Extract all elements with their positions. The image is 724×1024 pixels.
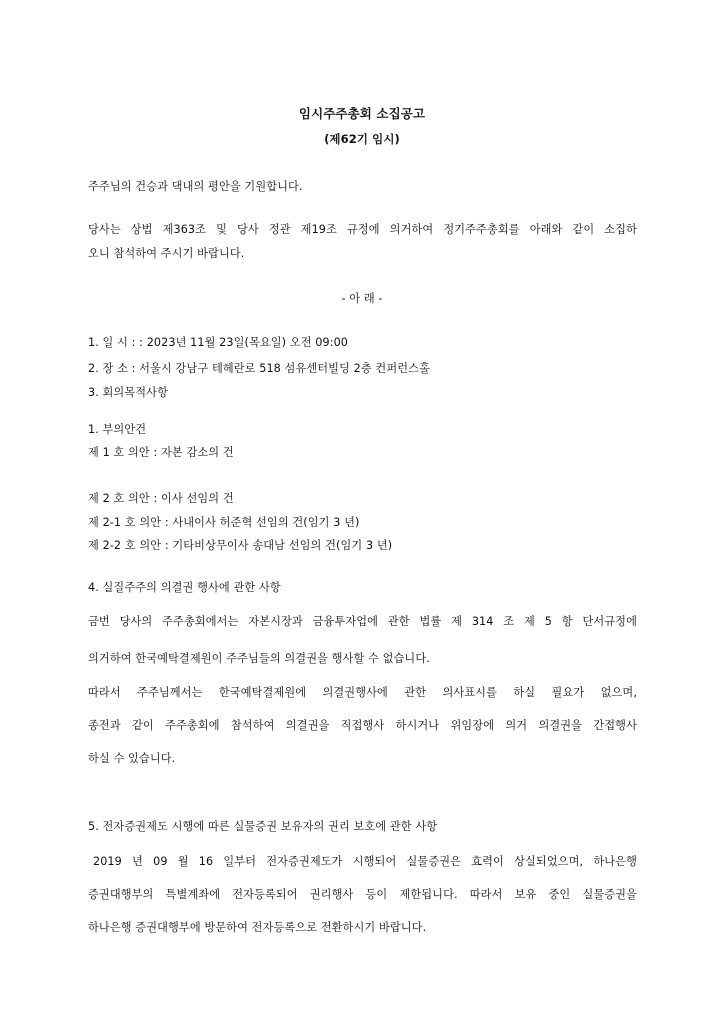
section-4-line-5: 하실 수 있습니다. <box>88 752 176 765</box>
section-4-line-4: 종전과 같이 주주총회에 참석하여 의결권을 직접행사 하시거나 위임장에 의거 의결권을 간접행사 <box>88 719 637 732</box>
item-purpose: 3. 회의목적사항 <box>88 386 168 399</box>
agenda-item-2-2: 제 2-2 호 의안 : 기타비상무이사 송대남 선임의 건(임기 3 년) <box>88 539 393 552</box>
agenda-heading: 1. 부의안건 <box>88 423 147 436</box>
agenda-item-2-1: 제 2-1 호 의안 : 사내이사 허준혁 선임의 건(임기 3 년) <box>88 516 360 529</box>
section-4-title: 4. 실질주주의 의결권 행사에 관한 사항 <box>88 581 281 594</box>
intro-line-2: 오니 참석하여 주시기 바랍니다. <box>88 247 245 260</box>
section-5-line-1: 2019 년 09 월 16 일부터 전자증권제도가 시행되어 실물증권은 효력이 상실되었으며, 하나은행 <box>93 855 637 868</box>
section-5-line-3: 하나은행 증권대행부에 방문하여 전자등록으로 전환하시기 바랍니다. <box>88 921 427 934</box>
item-location: 2. 장 소 : 서울시 강남구 테헤란로 518 섬유센터빌딩 2층 컨퍼런스홀 <box>88 362 430 375</box>
item-datetime: 1. 일 시 : : 2023년 11월 23일(목요일) 오전 09:00 <box>88 336 349 349</box>
agenda-item-2: 제 2 호 의안 : 이사 선임의 건 <box>88 492 234 505</box>
section-5-line-2: 증권대행부의 특별계좌에 전자등록되어 권리행사 등이 제한됩니다. 따라서 보유 중인 실물증권을 <box>88 888 637 901</box>
page-subtitle: (제62기 임시) <box>324 132 400 146</box>
section-5-title: 5. 전자증권제도 시행에 따른 실물증권 보유자의 권리 보호에 관한 사항 <box>88 820 438 833</box>
section-4-line-2: 의거하여 한국예탁결제원이 주주님들의 의결권을 행사할 수 없습니다. <box>88 652 430 665</box>
below-marker: - 아 래 - <box>341 292 383 305</box>
greeting: 주주님의 건승과 댁내의 평안을 기원합니다. <box>88 180 303 193</box>
section-4-line-1: 금번 당사의 주주총회에서는 자본시장과 금융투자업에 관한 법률 제 314 조 제 5 항 단서규정에 <box>88 615 637 628</box>
agenda-item-1: 제 1 호 의안 : 자본 감소의 건 <box>88 446 234 459</box>
intro-line-1: 당사는 상법 제363조 및 당사 정관 제19조 규정에 의거하여 정기주주총회를 아래와 같이 소집하 <box>88 223 637 236</box>
section-4-line-3: 따라서 주주님께서는 한국예탁결제원에 의결권행사에 관한 의사표시를 하실 필요가 없으며, <box>88 686 637 699</box>
page-title: 임시주주총회 소집공고 <box>298 106 426 121</box>
